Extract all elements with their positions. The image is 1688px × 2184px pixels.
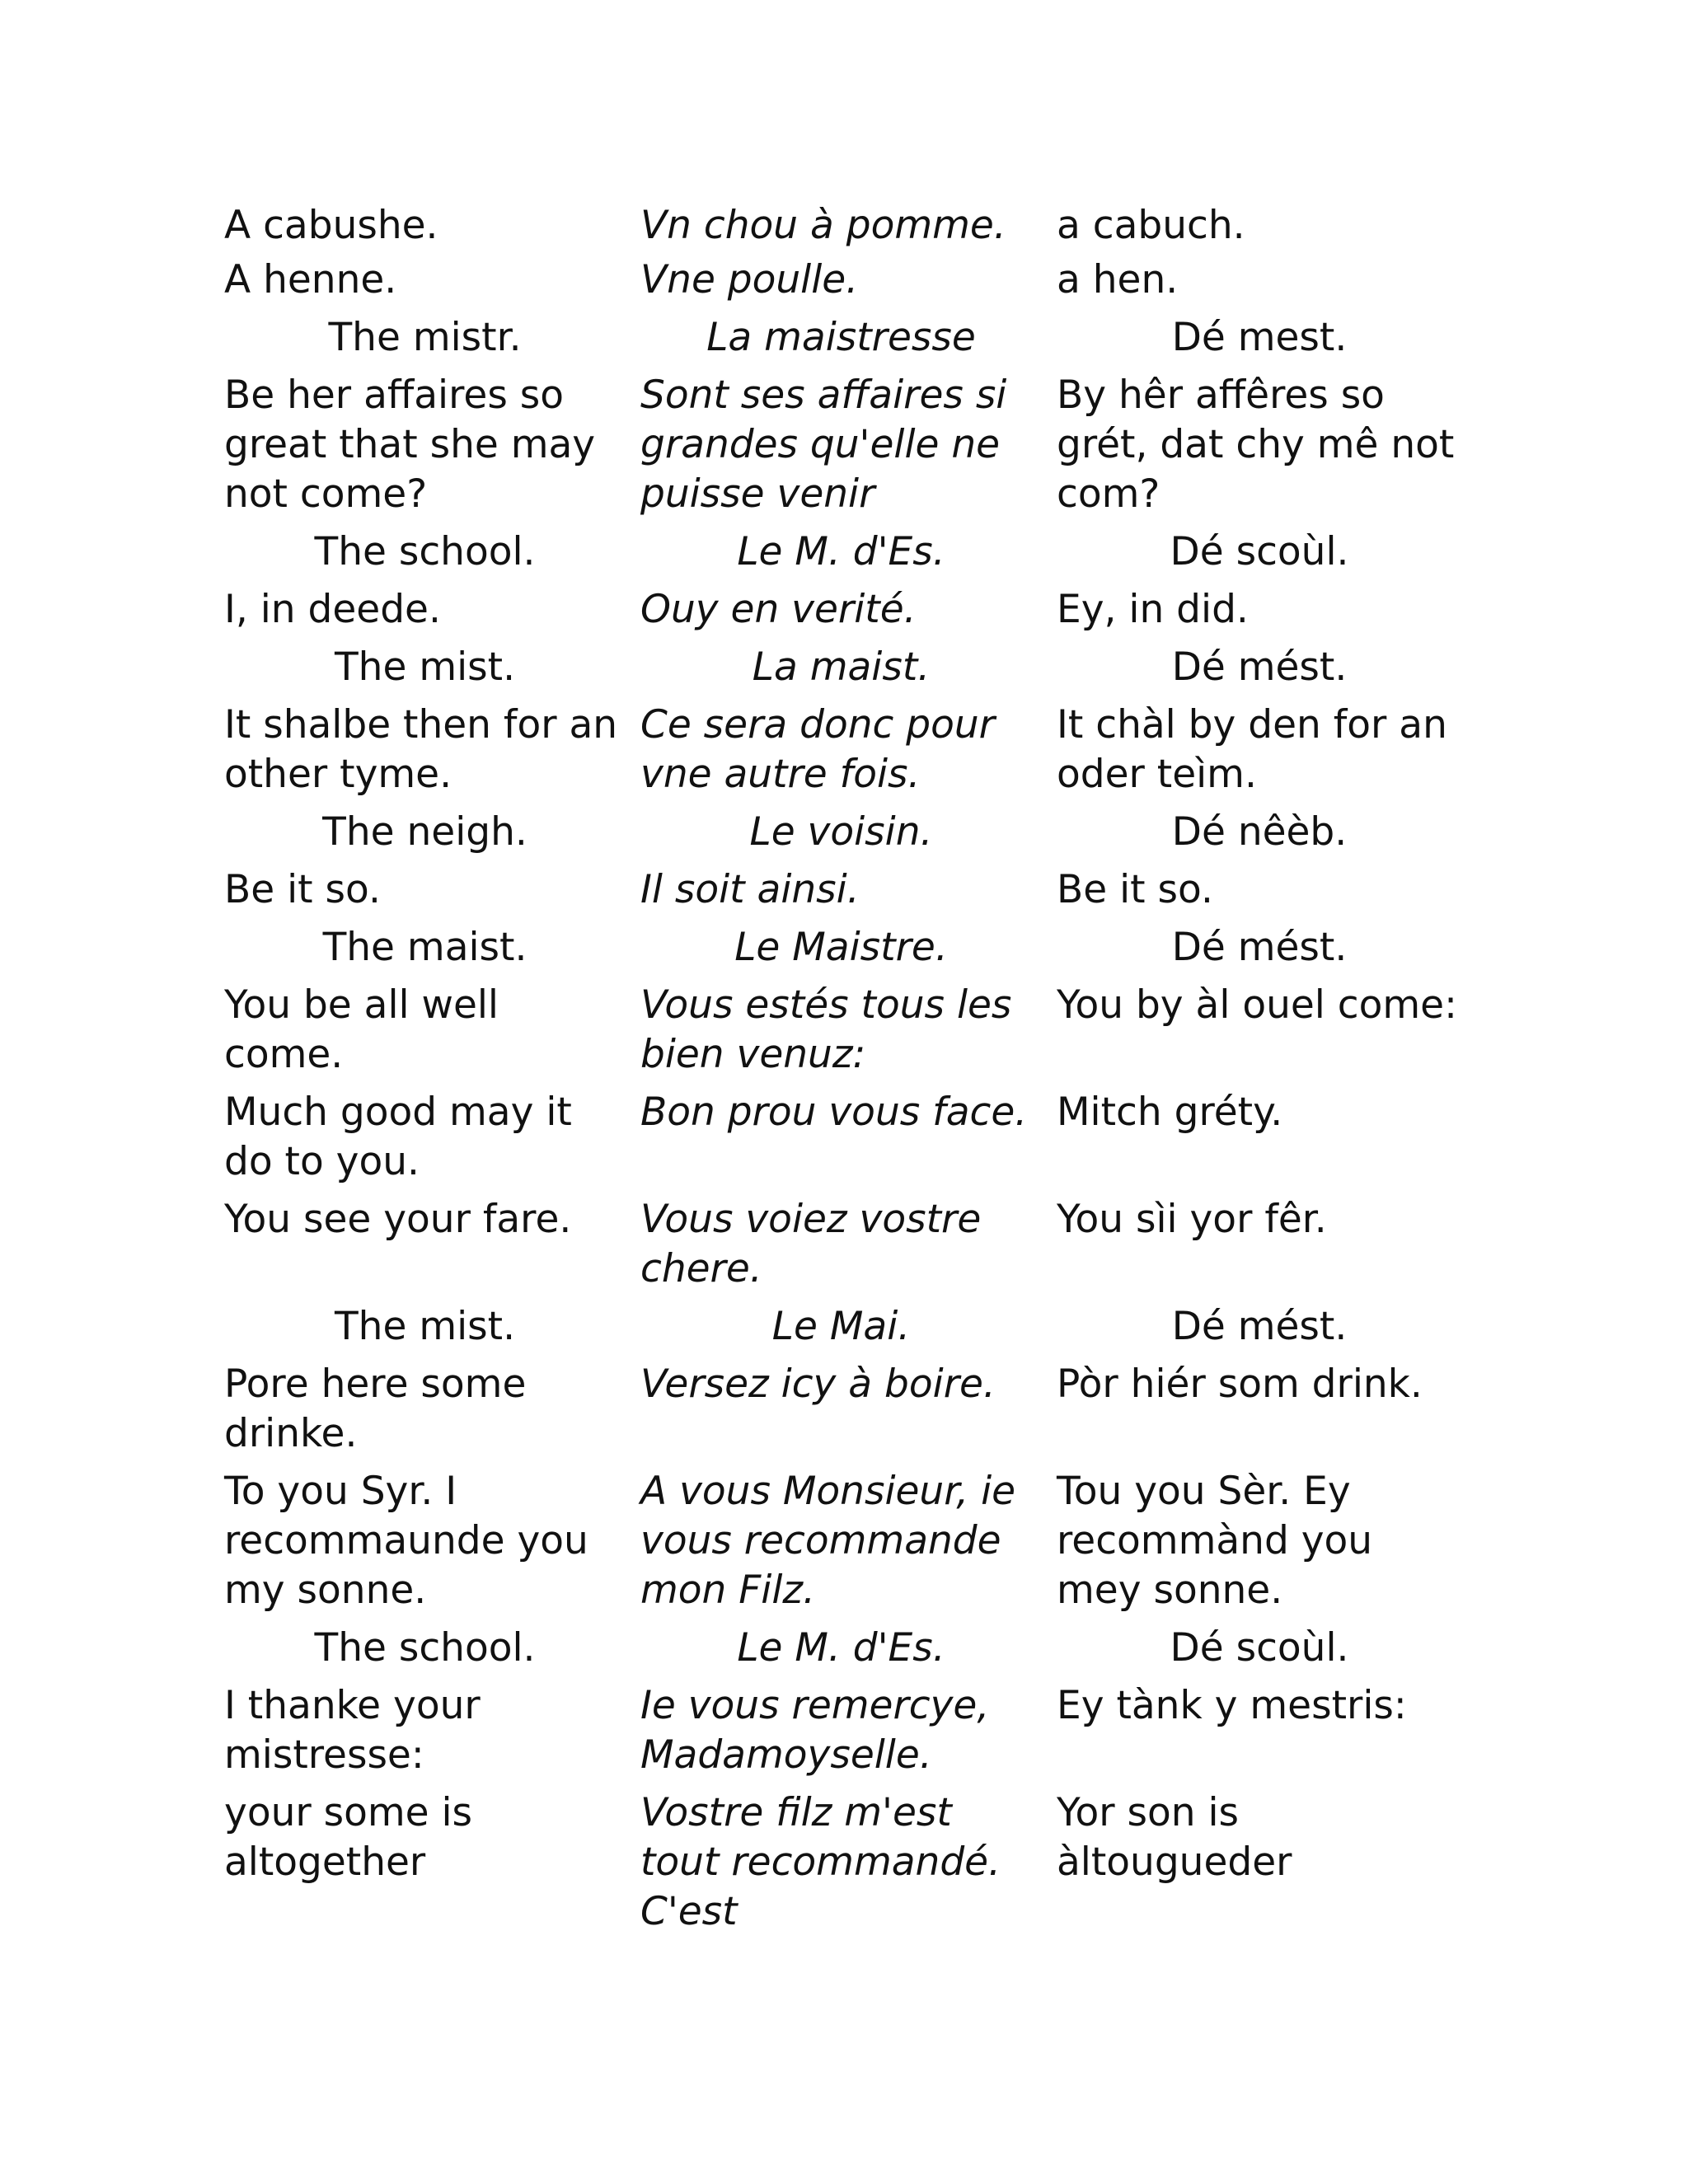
speaker-heading: [224, 643, 1477, 692]
french-text: Versez icy à boire.: [640, 1361, 996, 1407]
dialogue-line: [224, 1360, 1477, 1459]
english-text: I thanke your mistresse:: [224, 1683, 481, 1778]
phonetic-text: You by àl ouel come:: [1057, 982, 1457, 1028]
french-text: Ouy en verité.: [640, 587, 917, 632]
english-text: Pore here some drinke.: [224, 1361, 527, 1456]
phonetic-speaker: Dé mest.: [1171, 315, 1348, 360]
french-speaker: La maistresse: [706, 315, 976, 360]
english-speaker: The mistr.: [328, 315, 522, 360]
french-speaker: Le M. d'Es.: [737, 529, 945, 574]
english-text: It shalbe then for an other tyme.: [224, 702, 618, 797]
phonetic-text: a cabuch.: [1057, 203, 1245, 248]
english-speaker: The maist.: [322, 925, 528, 970]
speaker-heading: [224, 313, 1477, 363]
french-speaker: Le voisin.: [749, 809, 933, 855]
english-speaker: The school.: [314, 529, 536, 574]
dialogue-line: [224, 1467, 1477, 1615]
speaker-heading: [224, 923, 1477, 972]
phonetic-text: Ey tànk y mestris:: [1057, 1683, 1407, 1728]
french-speaker: Le M. d'Es.: [737, 1625, 945, 1671]
phonetic-text: It chàl by den for an oder teìm.: [1057, 702, 1447, 797]
french-text: Vn chou à pomme.: [640, 203, 1006, 248]
english-text: You be all well come.: [224, 982, 499, 1077]
english-speaker: The neigh.: [322, 809, 528, 855]
french-text: Vne poulle.: [640, 257, 859, 302]
phonetic-text: By hêr affêres so grét, dat chy mê not com?: [1057, 373, 1455, 517]
english-speaker: The school.: [314, 1625, 536, 1671]
trilingual-dialogue-table: [224, 201, 1477, 1945]
english-text: Much good may it do to you.: [224, 1090, 572, 1184]
english-text: Be her affaires so great that she may not come?: [224, 373, 596, 517]
english-text: I, in deede.: [224, 587, 441, 632]
dialogue-line: [224, 865, 1477, 915]
speaker-heading: [224, 527, 1477, 577]
dialogue-line: [224, 371, 1477, 519]
french-speaker: La maist.: [752, 644, 931, 690]
phonetic-text: a hen.: [1057, 257, 1179, 302]
dialogue-line: [224, 255, 1477, 305]
english-text: your some is altogether: [224, 1790, 473, 1885]
english-text: A cabushe.: [224, 203, 438, 248]
dialogue-line: [224, 1195, 1477, 1294]
dialogue-line: [224, 201, 1477, 251]
french-text: Vous voiez vostre chere.: [640, 1197, 982, 1291]
english-text: Be it so.: [224, 867, 381, 912]
phonetic-text: Be it so.: [1057, 867, 1213, 912]
dialogue-line: [224, 585, 1477, 635]
french-text: Vous estés tous les bien venuz:: [640, 982, 1012, 1077]
french-text: Ie vous remercye, Madamoyselle.: [640, 1683, 990, 1778]
speaker-heading: [224, 1624, 1477, 1673]
speaker-heading: [224, 808, 1477, 857]
phonetic-speaker: Dé scoùl.: [1170, 529, 1349, 574]
french-text: Bon prou vous face.: [640, 1090, 1028, 1135]
dialogue-line: [224, 981, 1477, 1080]
phonetic-text: Ey, in did.: [1057, 587, 1249, 632]
phonetic-text: Pòr hiér som drink.: [1057, 1361, 1423, 1407]
dialogue-line: [224, 1681, 1477, 1780]
english-speaker: The mist.: [334, 1304, 516, 1349]
phonetic-speaker: Dé mést.: [1171, 1304, 1348, 1349]
speaker-heading: [224, 1302, 1477, 1352]
french-text: Ce sera donc pour vne autre fois.: [640, 702, 995, 797]
english-text: You see your fare.: [224, 1197, 572, 1242]
french-speaker: Le Mai.: [771, 1304, 911, 1349]
dialogue-line: [224, 701, 1477, 799]
phonetic-text: Mitch gréty.: [1057, 1090, 1283, 1135]
english-text: A henne.: [224, 257, 397, 302]
phonetic-text: Yor son is àltougueder: [1057, 1790, 1292, 1885]
phonetic-speaker: Dé scoùl.: [1170, 1625, 1349, 1671]
phonetic-speaker: Dé mést.: [1171, 644, 1348, 690]
phonetic-speaker: Dé nêèb.: [1171, 809, 1348, 855]
phonetic-text: Tou you Sèr. Ey recommànd you mey sonne.: [1057, 1469, 1373, 1613]
dialogue-line: [224, 1788, 1477, 1937]
french-text: Sont ses affaires si grandes qu'elle ne puisse venir: [640, 373, 1007, 517]
phonetic-speaker: Dé mést.: [1171, 925, 1348, 970]
english-speaker: The mist.: [334, 644, 516, 690]
phonetic-text: You sìi yor fêr.: [1057, 1197, 1327, 1242]
french-text: A vous Monsieur, ie vous recommande mon Filz.: [640, 1469, 1016, 1613]
dialogue-line: [224, 1088, 1477, 1187]
french-speaker: Le Maistre.: [734, 925, 948, 970]
french-text: Vostre filz m'est tout recommandé. C'est: [640, 1790, 1001, 1934]
french-text: Il soit ainsi.: [640, 867, 860, 912]
english-text: To you Syr. I recommaunde you my sonne.: [224, 1469, 588, 1613]
